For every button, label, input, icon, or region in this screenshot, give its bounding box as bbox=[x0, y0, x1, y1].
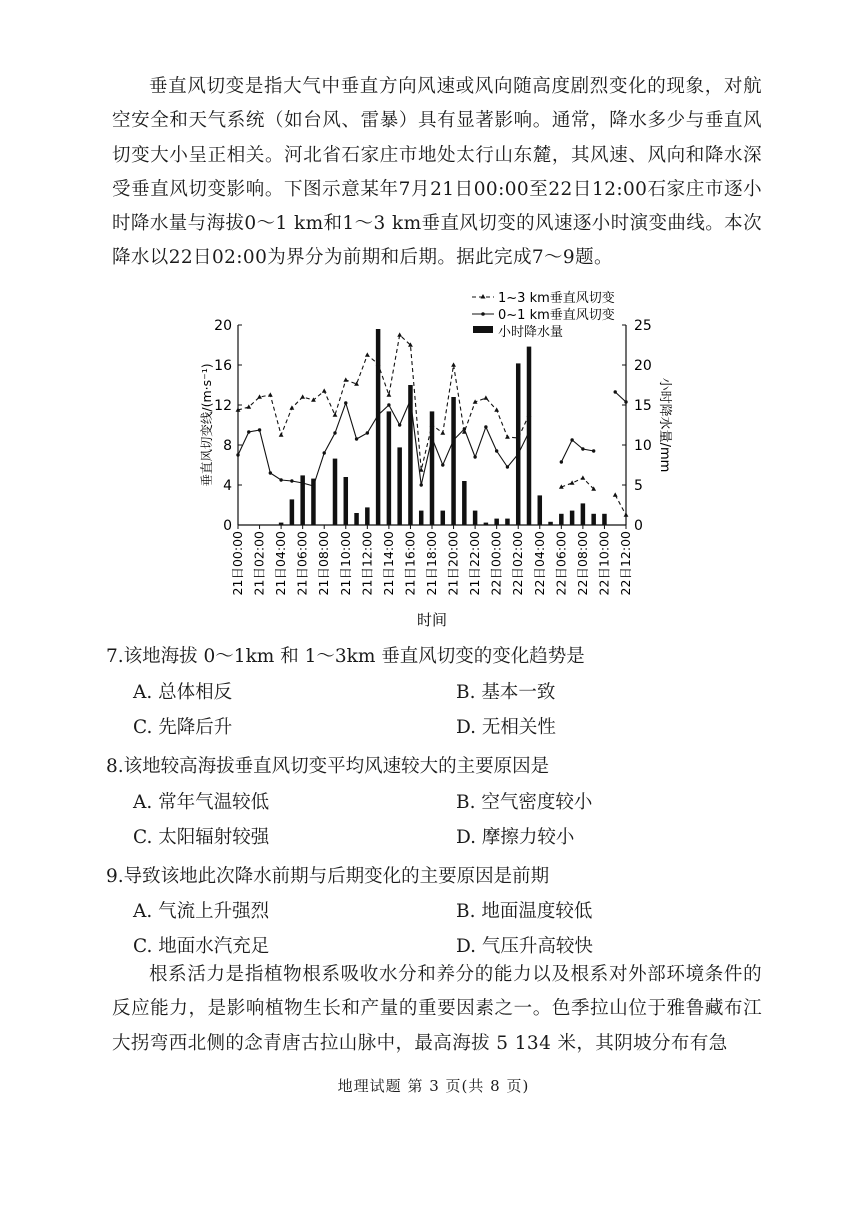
x-axis-tick-label: 21日02:00 bbox=[251, 531, 267, 596]
series-1-3km-point bbox=[451, 362, 456, 366]
x-axis-tick-label: 21日08:00 bbox=[316, 531, 332, 596]
x-axis-tick-label: 21日22:00 bbox=[467, 531, 483, 596]
series-1-3km-point bbox=[505, 434, 510, 438]
right-axis-tick-label: 10 bbox=[634, 438, 652, 454]
question-8-option-c: C. 太阳辐射较强 bbox=[133, 827, 270, 848]
precip-bar bbox=[365, 507, 370, 525]
series-1-3km-point bbox=[322, 388, 327, 392]
question-8-option-d: D. 摩擦力较小 bbox=[456, 827, 575, 848]
left-axis-tick-label: 16 bbox=[214, 358, 232, 374]
series-0-1km-point bbox=[420, 483, 423, 486]
precip-bar bbox=[494, 519, 499, 525]
series-0-1km-point bbox=[581, 447, 584, 450]
series-1-3km-point bbox=[343, 377, 348, 381]
x-axis-tick-label: 22日00:00 bbox=[488, 531, 504, 596]
series-1-3km-point bbox=[279, 432, 284, 436]
legend-precip-label: 小时降水量 bbox=[498, 325, 564, 340]
precip-bar bbox=[419, 511, 424, 525]
series-0-1km-point bbox=[312, 484, 315, 487]
x-axis-tick-label: 21日04:00 bbox=[273, 531, 289, 596]
legend-0-1km-label: 0~1 km垂直风切变 bbox=[498, 308, 615, 323]
question-8-option-b: B. 空气密度较小 bbox=[456, 792, 593, 813]
precip-bar bbox=[376, 329, 381, 525]
question-9-option-c: C. 地面水汽充足 bbox=[133, 936, 270, 957]
series-0-1km-point bbox=[376, 413, 379, 416]
precip-bar bbox=[505, 519, 510, 525]
series-1-3km-point bbox=[365, 352, 370, 356]
x-axis-tick-label: 21日06:00 bbox=[294, 531, 310, 596]
precip-bar bbox=[408, 385, 413, 525]
series-0-1km-point bbox=[517, 452, 520, 455]
series-0-1km-line bbox=[238, 400, 529, 486]
precip-bar bbox=[581, 503, 586, 525]
left-axis-tick-label: 12 bbox=[214, 398, 232, 414]
precip-bar bbox=[570, 511, 575, 525]
series-1-3km-line bbox=[238, 335, 529, 470]
series-0-1km-point bbox=[624, 400, 627, 403]
series-0-1km-point bbox=[592, 449, 595, 452]
question-9-option-d: D. 气压升高较快 bbox=[456, 936, 593, 957]
series-1-3km-point bbox=[246, 404, 251, 408]
question-7-option-c: C. 先降后升 bbox=[133, 717, 233, 738]
precip-bar bbox=[397, 447, 402, 525]
question-8-stem: 8.该地较高海拔垂直风切变平均风速较大的主要原因是 bbox=[106, 756, 550, 777]
series-0-1km-point bbox=[441, 463, 444, 466]
series-0-1km-point bbox=[527, 430, 530, 433]
series-0-1km-point bbox=[269, 471, 272, 474]
series-0-1km-point bbox=[258, 428, 261, 431]
intro-paragraph: 垂直风切变是指大气中垂直方向风速或风向随高度剧烈变化的现象，对航空安全和天气系统（如台风、雷暴）具有显著影响。通常，降水多少与垂直风切变大小呈正相关。河北省石家庄市地处太行山东麓，其风速、风向和降水深受垂直风切变影响。下图示意某年7月21日00:00至22日12:00石家庄市逐小时降水量与海拔0～1 km和1～3 km垂直风切变的风速逐小时演变曲线。本次降水以22日02:00为界分为前期和后期。据此完成7～9题。 bbox=[112, 76, 762, 269]
series-0-1km-line bbox=[615, 392, 626, 402]
series-1-3km-line bbox=[561, 478, 593, 489]
series-1-3km-point bbox=[570, 480, 575, 484]
series-0-1km-point bbox=[236, 453, 239, 456]
left-axis-tick-label: 8 bbox=[223, 438, 232, 454]
series-0-1km-point bbox=[398, 423, 401, 426]
left-axis-title: 垂直风切变线/(m·s⁻¹) bbox=[199, 363, 214, 487]
question-9-option-b: B. 地面温度较低 bbox=[456, 901, 593, 922]
x-axis-tick-label: 21日14:00 bbox=[380, 531, 396, 596]
precip-bar bbox=[354, 513, 359, 525]
precip-bar bbox=[516, 363, 521, 525]
passage-2-paragraph: 根系活力是指植物根系吸收水分和养分的能力以及根系对外部环境条件的反应能力，是影响植物生长和产量的重要因素之一。色季拉山位于雅鲁藏布江大拐弯西北侧的念青唐古拉山脉中，最高海拔 5 134 米，其阴坡分布有急 bbox=[112, 964, 762, 1054]
series-0-1km-point bbox=[290, 479, 293, 482]
series-1-3km-line bbox=[615, 495, 626, 515]
x-axis-title: 时间 bbox=[416, 611, 448, 629]
right-axis-tick-label: 15 bbox=[634, 398, 652, 414]
precip-windshear-chart bbox=[0, 285, 867, 645]
x-axis-tick-label: 21日00:00 bbox=[230, 531, 245, 596]
x-axis-tick-label: 22日10:00 bbox=[596, 531, 612, 596]
series-0-1km-point bbox=[366, 431, 369, 434]
series-0-1km-point bbox=[560, 460, 563, 463]
series-0-1km-point bbox=[323, 451, 326, 454]
series-1-3km-point bbox=[300, 394, 305, 398]
question-9-option-a: A. 气流上升强烈 bbox=[133, 901, 270, 922]
x-axis-tick-label: 21日12:00 bbox=[359, 531, 375, 596]
x-axis-tick-label: 21日16:00 bbox=[402, 531, 418, 596]
legend-1-3km-marker bbox=[481, 294, 486, 299]
series-0-1km-point bbox=[506, 465, 509, 468]
x-axis-tick-label: 22日02:00 bbox=[510, 531, 526, 596]
precip-bar bbox=[548, 522, 553, 525]
series-0-1km-point bbox=[495, 449, 498, 452]
series-0-1km-point bbox=[614, 390, 617, 393]
series-1-3km-point bbox=[613, 492, 618, 496]
precip-bar bbox=[279, 523, 284, 525]
series-0-1km-point bbox=[279, 478, 282, 481]
series-1-3km-point bbox=[257, 394, 262, 398]
precip-bar bbox=[484, 523, 489, 525]
precip-bar bbox=[387, 411, 392, 525]
series-0-1km-point bbox=[430, 436, 433, 439]
series-1-3km-point bbox=[268, 392, 273, 396]
x-axis-tick-label: 21日10:00 bbox=[337, 531, 353, 596]
right-axis-title: 小时降水量/mm bbox=[657, 377, 672, 473]
x-axis-tick-label: 22日04:00 bbox=[531, 531, 547, 596]
series-1-3km-point bbox=[440, 430, 445, 434]
question-8-option-a: A. 常年气温较低 bbox=[133, 792, 270, 813]
legend-0-1km-marker bbox=[481, 312, 485, 316]
series-1-3km-point bbox=[386, 392, 391, 396]
right-axis-tick-label: 0 bbox=[634, 518, 643, 534]
precip-bar bbox=[344, 477, 349, 525]
series-1-3km-point bbox=[289, 405, 294, 409]
series-0-1km-point bbox=[570, 438, 573, 441]
right-axis-tick-label: 20 bbox=[634, 358, 652, 374]
series-0-1km-point bbox=[452, 438, 455, 441]
series-0-1km-point bbox=[355, 437, 358, 440]
series-1-3km-point bbox=[494, 407, 499, 411]
x-axis-tick-label: 21日20:00 bbox=[445, 531, 461, 596]
series-1-3km-point bbox=[483, 395, 488, 399]
question-9-stem: 9.导致该地此次降水前期与后期变化的主要原因是前期 bbox=[106, 866, 550, 887]
series-0-1km-point bbox=[344, 401, 347, 404]
precip-bar bbox=[538, 495, 543, 525]
legend-precip-swatch bbox=[473, 326, 493, 333]
series-0-1km-point bbox=[473, 455, 476, 458]
x-axis-tick-label: 21日18:00 bbox=[424, 531, 439, 596]
precip-bar bbox=[430, 411, 435, 525]
left-axis-tick-label: 20 bbox=[214, 318, 232, 334]
question-7-option-b: B. 基本一致 bbox=[456, 682, 556, 703]
precip-bar bbox=[591, 514, 596, 525]
left-axis-tick-label: 4 bbox=[223, 478, 232, 494]
precip-bar bbox=[451, 397, 456, 525]
question-7-option-d: D. 无相关性 bbox=[456, 717, 556, 738]
precip-bar bbox=[333, 459, 338, 525]
precip-bar bbox=[473, 511, 478, 525]
question-7-stem: 7.该地海拔 0～1km 和 1～3km 垂直风切变的变化趋势是 bbox=[106, 646, 585, 667]
left-axis-tick-label: 0 bbox=[223, 518, 232, 534]
precip-bar bbox=[602, 514, 607, 525]
series-1-3km-point bbox=[397, 332, 402, 336]
series-1-3km-point bbox=[333, 412, 338, 416]
x-axis-tick-label: 22日08:00 bbox=[574, 531, 590, 596]
question-7-option-a: A. 总体相反 bbox=[133, 682, 233, 703]
series-0-1km-point bbox=[484, 425, 487, 428]
series-0-1km-point bbox=[247, 430, 250, 433]
x-axis-tick-label: 22日06:00 bbox=[553, 531, 569, 596]
precip-bar bbox=[559, 514, 564, 525]
precip-bar bbox=[290, 499, 295, 525]
right-axis-tick-label: 5 bbox=[634, 478, 643, 494]
series-0-1km-point bbox=[333, 431, 336, 434]
series-0-1km-point bbox=[463, 427, 466, 430]
right-axis-tick-label: 25 bbox=[634, 318, 652, 334]
precip-bar bbox=[441, 511, 446, 525]
series-1-3km-point bbox=[580, 475, 585, 479]
precip-bar bbox=[462, 481, 467, 525]
page-footer: 地理试题 第 3 页(共 8 页) bbox=[337, 1077, 530, 1095]
legend-1-3km-label: 1~3 km垂直风切变 bbox=[498, 291, 615, 306]
series-0-1km-point bbox=[409, 398, 412, 401]
series-1-3km-point bbox=[624, 512, 629, 516]
x-axis-tick-label: 22日12:00 bbox=[618, 531, 633, 596]
series-0-1km-point bbox=[387, 403, 390, 406]
series-0-1km-point bbox=[301, 481, 304, 484]
series-0-1km-line bbox=[561, 440, 593, 462]
